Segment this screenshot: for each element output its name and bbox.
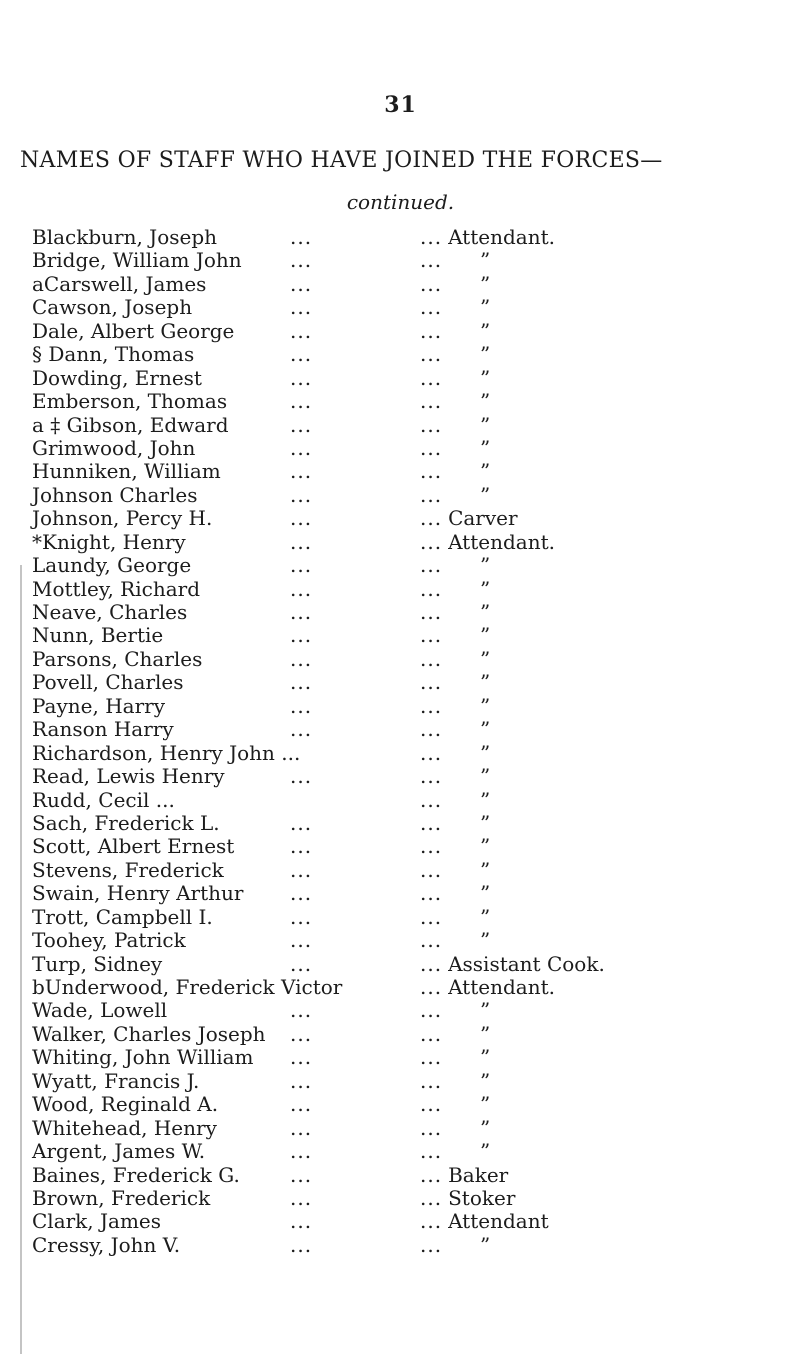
ditto-mark: ” [480, 787, 491, 812]
staff-row [0, 976, 801, 999]
leader-dots: ... [420, 318, 443, 343]
ditto-mark: ” [480, 318, 491, 343]
ditto-mark: ” [480, 646, 491, 671]
staff-name: Whiting, John William [32, 1045, 254, 1070]
staff-role [420, 320, 448, 343]
leader-dots: ... [420, 389, 443, 414]
leader-dots: ... [420, 623, 443, 648]
leader-dots: ... [420, 1045, 443, 1070]
leader-dots: ... [420, 342, 443, 367]
staff-row [0, 343, 801, 366]
staff-name: Wyatt, Francis J. [32, 1068, 200, 1093]
staff-name: Grimwood, John [32, 435, 196, 460]
staff-role-text: Attendant [448, 1209, 549, 1234]
staff-role [420, 249, 448, 272]
staff-name: Mottley, Richard [32, 576, 201, 601]
staff-row [0, 789, 801, 812]
staff-role-text: Baker [448, 1162, 509, 1187]
leader-dots: ... [290, 881, 313, 906]
staff-role [420, 976, 555, 999]
staff-row [0, 812, 801, 835]
staff-name: Wade, Lowell [32, 998, 168, 1023]
staff-row [0, 953, 801, 976]
staff-row [0, 249, 801, 272]
leader-dots: ... [420, 975, 443, 999]
staff-role [420, 718, 448, 741]
staff-name: Sach, Frederick L. [32, 810, 220, 835]
leader-dots: ... [290, 998, 313, 1023]
staff-role [420, 882, 448, 905]
staff-role [420, 1234, 448, 1257]
leader-dots: ... [420, 787, 443, 812]
staff-row [0, 999, 801, 1022]
staff-role [420, 296, 448, 319]
staff-row [0, 367, 801, 390]
leader-dots: ... [290, 389, 313, 414]
ditto-mark: ” [480, 459, 491, 484]
leader-dots: ... [420, 1021, 443, 1046]
leader-dots: ... [290, 600, 313, 624]
ditto-mark: ” [480, 998, 491, 1023]
staff-row [0, 695, 801, 718]
staff-role [420, 929, 448, 952]
staff-name: Cressy, John V. [32, 1232, 181, 1257]
ditto-mark: ” [480, 857, 491, 882]
staff-name: Turp, Sidney [32, 951, 163, 976]
ditto-mark: ” [480, 670, 491, 695]
leader-dots: ... [420, 248, 443, 273]
ditto-mark: ” [480, 1092, 491, 1117]
leader-dots: ... [420, 646, 443, 671]
staff-name: Stevens, Frederick [32, 857, 224, 882]
leader-dots: ... [420, 271, 443, 296]
leader-dots: ... [290, 857, 313, 882]
staff-row [0, 648, 801, 671]
leader-dots: ... [420, 1185, 443, 1210]
staff-name: Baines, Frederick G. [32, 1162, 240, 1187]
staff-role-text: Stoker [448, 1185, 516, 1210]
leader-dots: ... [290, 717, 313, 742]
staff-name: Trott, Campbell I. [32, 904, 213, 929]
ditto-mark: ” [480, 1021, 491, 1046]
leader-dots: ... [290, 1021, 313, 1046]
staff-row [0, 1164, 801, 1187]
leader-dots: ... [290, 482, 313, 507]
staff-role [420, 390, 448, 413]
staff-row [0, 906, 801, 929]
staff-role [420, 953, 605, 976]
leader-dots: ... [290, 1232, 313, 1257]
leader-dots: ... [290, 834, 313, 859]
leader-dots: ... [420, 998, 443, 1023]
leader-dots: ... [420, 506, 443, 531]
staff-role [420, 1046, 448, 1069]
staff-name: Johnson, Percy H. [32, 506, 213, 531]
staff-row [0, 859, 801, 882]
leader-dots: ... [290, 1115, 313, 1140]
leader-dots: ... [420, 295, 443, 320]
staff-role [420, 1164, 508, 1187]
staff-role [420, 648, 448, 671]
leader-dots: ... [290, 342, 313, 367]
leader-dots: ... [420, 670, 443, 695]
staff-role [420, 460, 448, 483]
staff-name: Nunn, Bertie [32, 623, 164, 648]
staff-role [420, 1023, 448, 1046]
leader-dots: ... [420, 600, 443, 624]
staff-row [0, 718, 801, 741]
staff-role [420, 343, 448, 366]
staff-name: Laundy, George [32, 553, 192, 578]
staff-name: Parsons, Charles [32, 646, 203, 671]
staff-name: Toohey, Patrick [32, 928, 186, 953]
ditto-mark: ” [480, 389, 491, 414]
staff-role [420, 859, 448, 882]
staff-role-text: Attendant. [448, 225, 555, 249]
ditto-mark: ” [480, 435, 491, 460]
staff-role-text: Attendant. [448, 529, 555, 554]
staff-name: Blackburn, Joseph [32, 225, 218, 249]
staff-name: Johnson Charles [32, 482, 198, 507]
staff-name: Povell, Charles [32, 670, 184, 695]
staff-role [420, 906, 448, 929]
staff-role [420, 367, 448, 390]
ditto-mark: ” [480, 365, 491, 390]
ditto-mark: ” [480, 928, 491, 953]
leader-dots: ... [420, 553, 443, 578]
leader-dots: ... [420, 225, 443, 249]
leader-dots: ... [290, 365, 313, 390]
staff-name: Payne, Harry [32, 693, 165, 718]
ditto-mark: ” [480, 553, 491, 578]
ditto-mark: ” [480, 623, 491, 648]
staff-row [0, 414, 801, 437]
staff-row [0, 437, 801, 460]
staff-role [420, 999, 448, 1022]
leader-dots: ... [420, 1068, 443, 1093]
leader-dots: ... [290, 225, 313, 249]
staff-role [420, 835, 448, 858]
staff-role [420, 273, 448, 296]
leader-dots: ... [420, 693, 443, 718]
staff-role [420, 812, 448, 835]
ditto-mark: ” [480, 1068, 491, 1093]
ditto-mark: ” [480, 834, 491, 859]
staff-name: bUnderwood, Frederick Victor [32, 975, 343, 999]
staff-role [420, 742, 448, 765]
ditto-mark: ” [480, 717, 491, 742]
staff-role [420, 765, 448, 788]
leader-dots: ... [290, 435, 313, 460]
staff-name: Emberson, Thomas [32, 389, 228, 414]
staff-row [0, 835, 801, 858]
ditto-mark: ” [480, 1139, 491, 1164]
ditto-mark: ” [480, 342, 491, 367]
staff-role-text: Carver [448, 506, 518, 531]
staff-role-text: Attendant. [448, 975, 555, 999]
leader-dots: ... [420, 810, 443, 835]
staff-row [0, 320, 801, 343]
staff-row [0, 507, 801, 530]
staff-row [0, 882, 801, 905]
leader-dots: ... [420, 904, 443, 929]
staff-row [0, 1210, 801, 1233]
ditto-mark: ” [480, 693, 491, 718]
leader-dots: ... [420, 412, 443, 437]
staff-row [0, 226, 801, 249]
staff-name: Cawson, Joseph [32, 295, 193, 320]
staff-row [0, 742, 801, 765]
staff-name: Argent, James W. [32, 1139, 206, 1164]
staff-list [0, 226, 801, 1257]
staff-row [0, 1070, 801, 1093]
leader-dots: ... [290, 1045, 313, 1070]
leader-dots: ... [420, 951, 443, 976]
staff-name: a ‡ Gibson, Edward [32, 412, 229, 437]
staff-name: Read, Lewis Henry [32, 764, 225, 789]
leader-dots: ... [420, 1162, 443, 1187]
leader-dots: ... [290, 646, 313, 671]
staff-role [420, 554, 448, 577]
leader-dots: ... [290, 904, 313, 929]
staff-row [0, 624, 801, 647]
staff-role [420, 578, 448, 601]
ditto-mark: ” [480, 248, 491, 273]
staff-row [0, 554, 801, 577]
staff-role [420, 1187, 515, 1210]
staff-name: Dowding, Ernest [32, 365, 202, 390]
staff-role [420, 414, 448, 437]
leader-dots: ... [290, 1162, 313, 1187]
staff-row [0, 1046, 801, 1069]
staff-row [0, 390, 801, 413]
leader-dots: ... [290, 951, 313, 976]
leader-dots: ... [290, 1185, 313, 1210]
leader-dots: ... [420, 1232, 443, 1257]
leader-dots: ... [290, 295, 313, 320]
staff-row [0, 671, 801, 694]
ditto-mark: ” [480, 271, 491, 296]
staff-name: *Knight, Henry [32, 529, 186, 554]
ditto-mark: ” [480, 295, 491, 320]
staff-row [0, 765, 801, 788]
staff-name: Swain, Henry Arthur [32, 881, 244, 906]
ditto-mark: ” [480, 810, 491, 835]
staff-role [420, 624, 448, 647]
staff-name: Brown, Frederick [32, 1185, 211, 1210]
leader-dots: ... [290, 928, 313, 953]
staff-role [420, 1210, 549, 1233]
staff-row [0, 273, 801, 296]
staff-row [0, 1117, 801, 1140]
leader-dots: ... [290, 318, 313, 343]
leader-dots: ... [420, 834, 443, 859]
staff-role [420, 531, 555, 554]
page-number: 31 [384, 92, 417, 118]
leader-dots: ... [290, 1209, 313, 1234]
staff-role [420, 226, 555, 249]
leader-dots: ... [420, 857, 443, 882]
leader-dots: ... [420, 529, 443, 554]
leader-dots: ... [420, 1139, 443, 1164]
staff-name: Dale, Albert George [32, 318, 235, 343]
leader-dots: ... [420, 1092, 443, 1117]
staff-role [420, 1070, 448, 1093]
leader-dots: ... [290, 506, 313, 531]
staff-row [0, 484, 801, 507]
staff-role [420, 1117, 448, 1140]
staff-role-text: Assistant Cook. [448, 951, 605, 976]
leader-dots: ... [290, 1139, 313, 1164]
staff-role [420, 1140, 448, 1163]
staff-role [420, 437, 448, 460]
staff-row [0, 1093, 801, 1116]
ditto-mark: ” [480, 412, 491, 437]
ditto-mark: ” [480, 1115, 491, 1140]
staff-row [0, 1140, 801, 1163]
leader-dots: ... [420, 435, 443, 460]
leader-dots: ... [290, 623, 313, 648]
staff-name: Whitehead, Henry [32, 1115, 217, 1140]
ditto-mark: ” [480, 881, 491, 906]
staff-role [420, 601, 448, 624]
page-subtitle: continued. [346, 190, 455, 214]
staff-name: Wood, Reginald A. [32, 1092, 219, 1117]
leader-dots: ... [420, 764, 443, 789]
leader-dots: ... [290, 670, 313, 695]
staff-row [0, 1023, 801, 1046]
staff-name: Walker, Charles Joseph [32, 1021, 266, 1046]
leader-dots: ... [420, 459, 443, 484]
staff-row [0, 296, 801, 319]
ditto-mark: ” [480, 740, 491, 765]
leader-dots: ... [290, 810, 313, 835]
leader-dots: ... [420, 365, 443, 390]
leader-dots: ... [290, 271, 313, 296]
leader-dots: ... [290, 248, 313, 273]
staff-name: Ranson Harry [32, 717, 174, 742]
leader-dots: ... [420, 482, 443, 507]
ditto-mark: ” [480, 764, 491, 789]
leader-dots: ... [290, 1068, 313, 1093]
staff-role [420, 695, 448, 718]
leader-dots: ... [420, 717, 443, 742]
staff-name: Clark, James [32, 1209, 162, 1234]
ditto-mark: ” [480, 1232, 491, 1257]
staff-role [420, 484, 448, 507]
staff-name: Hunniken, William [32, 459, 221, 484]
leader-dots: ... [420, 881, 443, 906]
leader-dots: ... [290, 576, 313, 601]
leader-dots: ... [290, 1092, 313, 1117]
leader-dots: ... [420, 1209, 443, 1234]
ditto-mark: ” [480, 1045, 491, 1070]
staff-row [0, 578, 801, 601]
staff-name: Richardson, Henry John ... [32, 740, 301, 765]
staff-name: aCarswell, James [32, 271, 207, 296]
staff-row [0, 1187, 801, 1210]
staff-name: Bridge, William John [32, 248, 242, 273]
staff-role [420, 507, 518, 530]
leader-dots: ... [420, 576, 443, 601]
staff-row [0, 460, 801, 483]
staff-role [420, 1093, 448, 1116]
staff-name: Scott, Albert Ernest [32, 834, 235, 859]
leader-dots: ... [290, 529, 313, 554]
leader-dots: ... [420, 740, 443, 765]
page-title: NAMES OF STAFF WHO HAVE JOINED THE FORCES— [20, 148, 663, 173]
staff-row [0, 601, 801, 624]
staff-row [0, 531, 801, 554]
leader-dots: ... [290, 764, 313, 789]
ditto-mark: ” [480, 904, 491, 929]
staff-name: Rudd, Cecil ... [32, 787, 175, 812]
leader-dots: ... [290, 412, 313, 437]
ditto-mark: ” [480, 576, 491, 601]
leader-dots: ... [290, 693, 313, 718]
ditto-mark: ” [480, 600, 491, 624]
staff-role [420, 789, 448, 812]
staff-row [0, 1234, 801, 1257]
staff-row [0, 929, 801, 952]
staff-name: Neave, Charles [32, 600, 188, 624]
ditto-mark: ” [480, 482, 491, 507]
leader-dots: ... [290, 553, 313, 578]
staff-name: § Dann, Thomas [32, 342, 195, 367]
leader-dots: ... [420, 1115, 443, 1140]
leader-dots: ... [420, 928, 443, 953]
leader-dots: ... [290, 459, 313, 484]
staff-role [420, 671, 448, 694]
